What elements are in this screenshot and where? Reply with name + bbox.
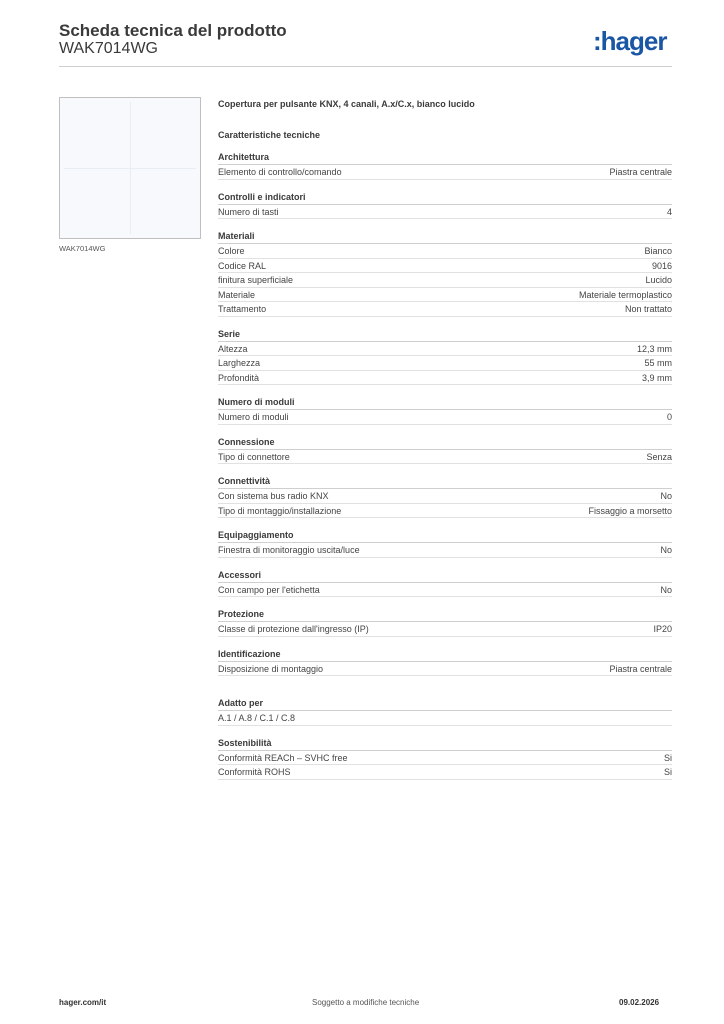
product-description: Copertura per pulsante KNX, 4 canali, A.x/C.x, bianco lucido xyxy=(218,99,475,109)
spec-value: Bianco xyxy=(644,246,672,256)
spec-group-title: Numero di moduli xyxy=(218,396,672,410)
page-title: Scheda tecnica del prodotto xyxy=(59,21,287,40)
header-divider xyxy=(59,66,672,67)
spec-group-title: Connettività xyxy=(218,475,672,489)
product-image-divider-horizontal xyxy=(64,168,196,169)
spec-label: Finestra di monitoraggio uscita/luce xyxy=(218,545,360,555)
spec-group-title: Sostenibilità xyxy=(218,737,672,751)
spec-value: 55 mm xyxy=(644,358,672,368)
spec-label: Classe di protezione dall'ingresso (IP) xyxy=(218,624,369,634)
spec-subheading: Caratteristiche tecniche xyxy=(218,130,321,140)
spec-label: Elemento di controllo/comando xyxy=(218,167,342,177)
spec-row xyxy=(218,751,672,766)
spec-value: 4 xyxy=(666,206,672,217)
footer-note: Soggetto a modifiche tecniche xyxy=(312,998,420,1007)
spec-label: finitura superficiale xyxy=(218,275,294,285)
spec-value: Materiale termoplastico xyxy=(578,289,672,300)
spec-value: No xyxy=(660,491,672,501)
spec-value: 12,3 mm xyxy=(636,343,672,354)
spec-value: Senza xyxy=(646,451,672,462)
spec-value: IP20 xyxy=(653,624,672,634)
spec-label: Materiale xyxy=(218,289,256,300)
spec-row xyxy=(218,662,672,677)
spec-row xyxy=(218,342,672,357)
spec-row xyxy=(218,356,672,371)
spec-label: Con sistema bus radio KNX xyxy=(218,491,329,501)
spec-row xyxy=(218,244,672,259)
spec-value: Fissaggio a morsetto xyxy=(588,505,672,516)
spec-value: 9016 xyxy=(651,260,672,271)
hager-logo: :hager xyxy=(593,26,667,56)
spec-group-title: Protezione xyxy=(218,608,672,622)
spec-row xyxy=(218,273,672,288)
spec-row xyxy=(218,711,672,726)
spec-value: No xyxy=(660,584,672,595)
spec-groups xyxy=(218,151,672,780)
spec-row xyxy=(218,205,672,220)
spec-row xyxy=(218,302,672,317)
spec-value: Piastra centrale xyxy=(609,663,672,674)
product-image-caption: WAK7014WG xyxy=(59,244,106,253)
spec-label: A.1 / A.8 / C.1 / C.8 xyxy=(218,713,296,723)
product-image xyxy=(59,97,201,239)
footer-date: 09.02.2026 xyxy=(619,998,660,1007)
spec-group-title: Materiali xyxy=(218,230,672,244)
footer-website: hager.com/it xyxy=(59,998,107,1007)
spec-label: Disposizione di montaggio xyxy=(218,663,324,674)
spec-value: Si xyxy=(663,752,672,763)
spec-row xyxy=(218,583,672,598)
spec-group-title: Architettura xyxy=(218,151,672,165)
spec-label: Larghezza xyxy=(218,358,261,368)
spec-row xyxy=(218,489,672,504)
spec-label: Conformità REACh – SVHC free xyxy=(218,752,348,763)
spec-row xyxy=(218,765,672,780)
spec-row xyxy=(218,259,672,274)
spec-value: 3,9 mm xyxy=(641,372,672,383)
spec-label: Codice RAL xyxy=(218,260,267,271)
spec-row xyxy=(218,165,672,180)
spec-row xyxy=(218,371,672,386)
spec-label: Colore xyxy=(218,246,245,256)
spec-label: Trattamento xyxy=(218,304,267,314)
spec-row xyxy=(218,504,672,519)
product-code: WAK7014WG xyxy=(59,40,158,57)
spec-label: Numero di moduli xyxy=(218,412,289,422)
spec-value: Piastra centrale xyxy=(609,167,672,177)
spec-label: Con campo per l'etichetta xyxy=(218,584,320,595)
spec-group-title: Adatto per xyxy=(218,697,672,711)
spec-group-title: Accessori xyxy=(218,569,672,583)
spec-group-title: Connessione xyxy=(218,436,672,450)
spec-value: Si xyxy=(663,767,672,777)
spec-label: Tipo di connettore xyxy=(218,451,290,462)
spec-label: Altezza xyxy=(218,343,248,354)
spec-group-title: Serie xyxy=(218,328,672,342)
spec-value: Lucido xyxy=(645,275,672,285)
spec-group-title: Controlli e indicatori xyxy=(218,191,672,205)
spec-label: Conformità ROHS xyxy=(218,767,291,777)
spec-row xyxy=(218,410,672,425)
spec-content xyxy=(218,97,672,780)
spec-row xyxy=(218,288,672,303)
spec-value: 0 xyxy=(666,412,672,422)
spec-row xyxy=(218,622,672,637)
spec-group-title: Identificazione xyxy=(218,648,672,662)
spec-value: Non trattato xyxy=(624,304,672,314)
spec-label: Numero di tasti xyxy=(218,206,279,217)
spec-label: Tipo di montaggio/installazione xyxy=(218,505,342,516)
spec-label: Profondità xyxy=(218,372,260,383)
spec-row xyxy=(218,450,672,465)
spec-group-title: Equipaggiamento xyxy=(218,529,672,543)
spec-row xyxy=(218,543,672,558)
spec-value: No xyxy=(660,545,672,555)
